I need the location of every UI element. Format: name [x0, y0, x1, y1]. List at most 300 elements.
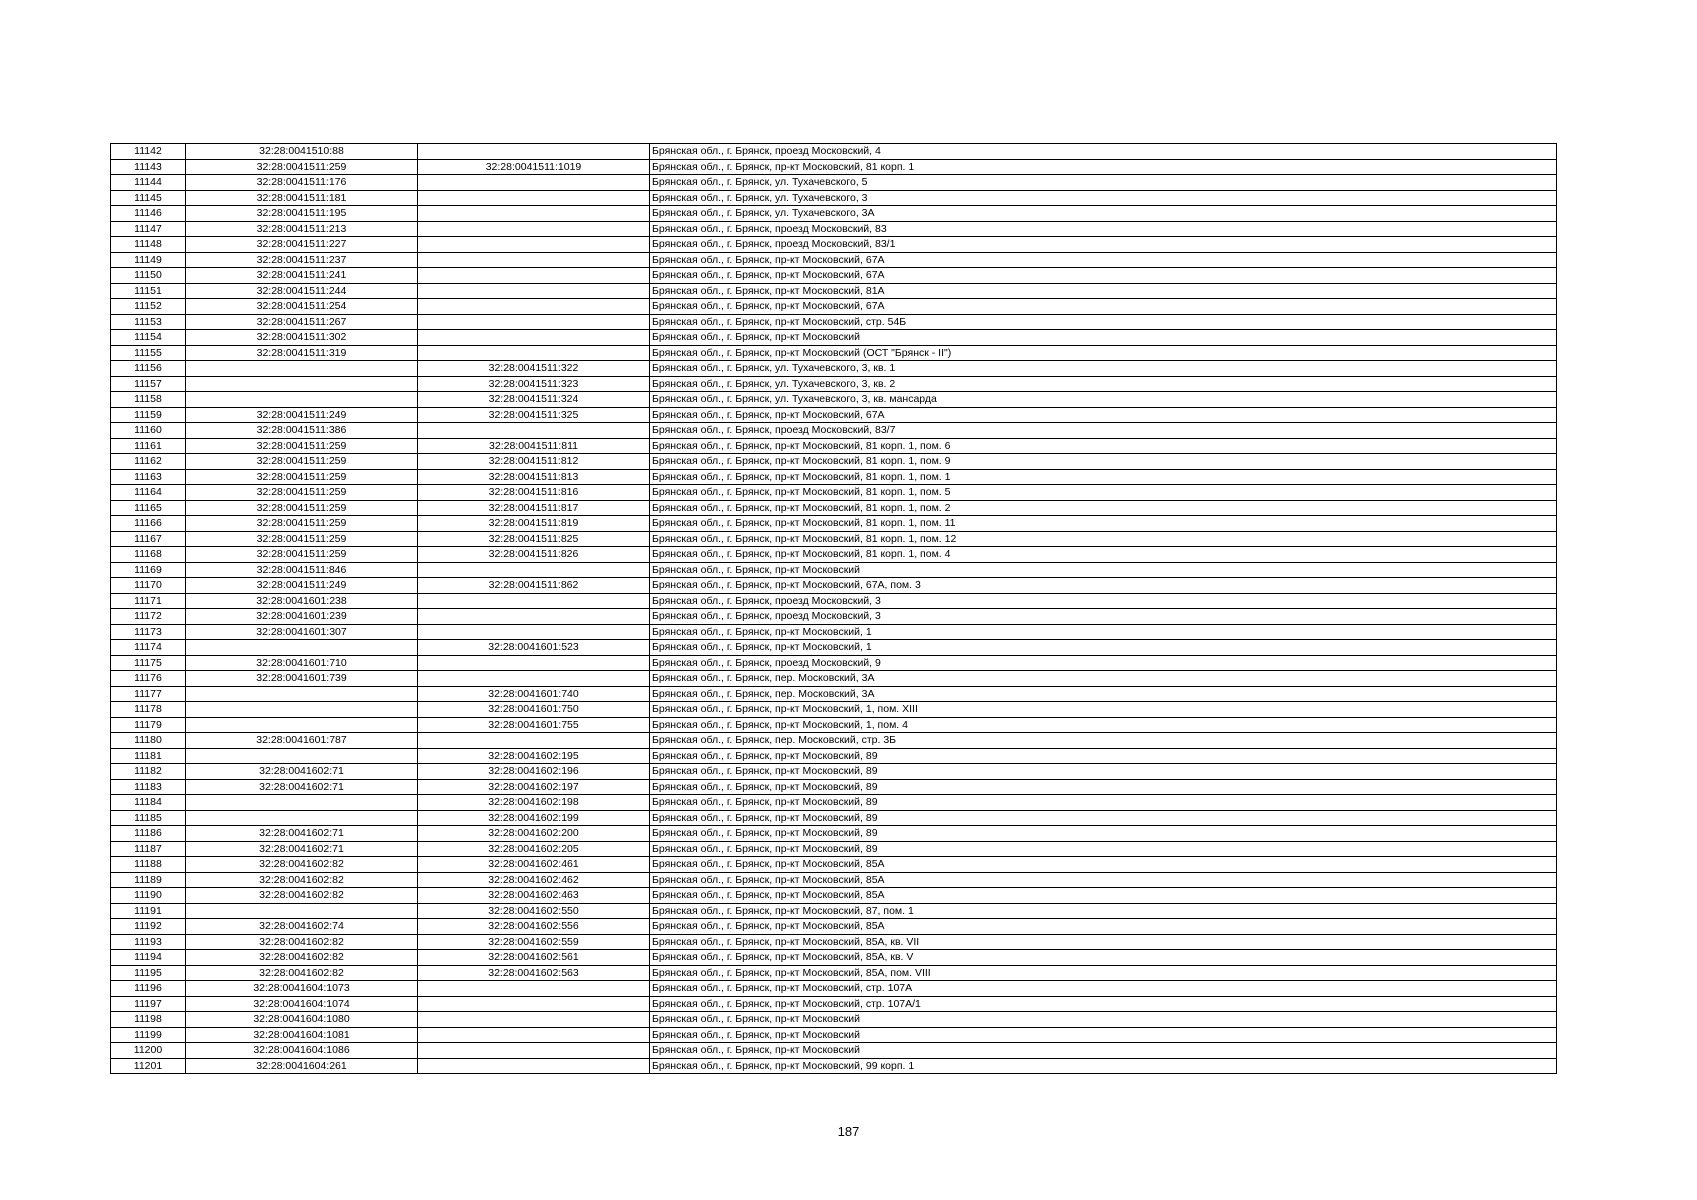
- object-cadastral-number-cell: [418, 1043, 650, 1059]
- object-cadastral-number-cell: 32:28:0041601:740: [418, 686, 650, 702]
- object-cadastral-number-cell: [418, 1012, 650, 1028]
- table-row: [111, 655, 1557, 671]
- object-cadastral-number-cell: [418, 609, 650, 625]
- cadastral-number-cell: 32:28:0041511:259: [186, 159, 418, 175]
- table-row: [111, 144, 1557, 160]
- cadastral-number-cell: 32:28:0041511:259: [186, 547, 418, 563]
- object-cadastral-number-cell: [418, 655, 650, 671]
- address-cell: Брянская обл., г. Брянск, пр-кт Московский, 67А, пом. 3: [650, 578, 1557, 594]
- object-cadastral-number-cell: [418, 1058, 650, 1074]
- row-number-cell: 11194: [111, 950, 186, 966]
- cadastral-number-cell: 32:28:0041511:846: [186, 562, 418, 578]
- cadastral-number-cell: 32:28:0041511:237: [186, 252, 418, 268]
- table-row: [111, 361, 1557, 377]
- address-cell: Брянская обл., г. Брянск, пр-кт Московский, 89: [650, 795, 1557, 811]
- row-number-cell: 11166: [111, 516, 186, 532]
- row-number-cell: 11162: [111, 454, 186, 470]
- object-cadastral-number-cell: 32:28:0041602:196: [418, 764, 650, 780]
- object-cadastral-number-cell: 32:28:0041601:523: [418, 640, 650, 656]
- cadastral-number-cell: 32:28:0041511:259: [186, 531, 418, 547]
- cadastral-number-cell: 32:28:0041511:267: [186, 314, 418, 330]
- table-row: [111, 345, 1557, 361]
- row-number-cell: 11146: [111, 206, 186, 222]
- table-row: [111, 593, 1557, 609]
- row-number-cell: 11192: [111, 919, 186, 935]
- address-cell: Брянская обл., г. Брянск, проезд Московский, 83/1: [650, 237, 1557, 253]
- cadastral-number-cell: 32:28:0041601:739: [186, 671, 418, 687]
- object-cadastral-number-cell: 32:28:0041602:563: [418, 965, 650, 981]
- table-row: [111, 252, 1557, 268]
- registry-table: [110, 143, 1557, 1074]
- object-cadastral-number-cell: 32:28:0041602:198: [418, 795, 650, 811]
- address-cell: Брянская обл., г. Брянск, ул. Тухачевского, 5: [650, 175, 1557, 191]
- table-row: [111, 826, 1557, 842]
- address-cell: Брянская обл., г. Брянск, пр-кт Московский, 67А: [650, 268, 1557, 284]
- table-row: [111, 950, 1557, 966]
- address-cell: Брянская обл., г. Брянск, ул. Тухачевского, 3: [650, 190, 1557, 206]
- object-cadastral-number-cell: 32:28:0041511:819: [418, 516, 650, 532]
- table-row: [111, 469, 1557, 485]
- row-number-cell: 11169: [111, 562, 186, 578]
- address-cell: Брянская обл., г. Брянск, пр-кт Московский, стр. 54Б: [650, 314, 1557, 330]
- table-row: [111, 671, 1557, 687]
- table-row: [111, 283, 1557, 299]
- table-row: [111, 810, 1557, 826]
- row-number-cell: 11158: [111, 392, 186, 408]
- address-cell: Брянская обл., г. Брянск, пр-кт Московский, 89: [650, 779, 1557, 795]
- cadastral-number-cell: 32:28:0041510:88: [186, 144, 418, 160]
- cadastral-number-cell: 32:28:0041511:302: [186, 330, 418, 346]
- row-number-cell: 11193: [111, 934, 186, 950]
- address-cell: Брянская обл., г. Брянск, пр-кт Московский, 81 корп. 1, пом. 2: [650, 500, 1557, 516]
- row-number-cell: 11181: [111, 748, 186, 764]
- address-cell: Брянская обл., г. Брянск, пр-кт Московский, 81 корп. 1, пом. 4: [650, 547, 1557, 563]
- table-row: [111, 702, 1557, 718]
- cadastral-number-cell: 32:28:0041511:254: [186, 299, 418, 315]
- cadastral-number-cell: 32:28:0041602:82: [186, 872, 418, 888]
- address-cell: Брянская обл., г. Брянск, пр-кт Московский, 89: [650, 810, 1557, 826]
- address-cell: Брянская обл., г. Брянск, пр-кт Московский, 85А, кв. V: [650, 950, 1557, 966]
- object-cadastral-number-cell: [418, 299, 650, 315]
- table-row: [111, 795, 1557, 811]
- object-cadastral-number-cell: 32:28:0041511:322: [418, 361, 650, 377]
- table-row: [111, 531, 1557, 547]
- cadastral-number-cell: [186, 702, 418, 718]
- cadastral-number-cell: [186, 795, 418, 811]
- object-cadastral-number-cell: 32:28:0041511:324: [418, 392, 650, 408]
- cadastral-number-cell: 32:28:0041511:259: [186, 469, 418, 485]
- address-cell: Брянская обл., г. Брянск, пр-кт Московский, 85А, кв. VII: [650, 934, 1557, 950]
- row-number-cell: 11149: [111, 252, 186, 268]
- cadastral-number-cell: 32:28:0041602:82: [186, 857, 418, 873]
- cadastral-number-cell: 32:28:0041602:71: [186, 841, 418, 857]
- row-number-cell: 11189: [111, 872, 186, 888]
- table-row: [111, 686, 1557, 702]
- object-cadastral-number-cell: 32:28:0041602:559: [418, 934, 650, 950]
- address-cell: Брянская обл., г. Брянск, пр-кт Московский, 81 корп. 1, пом. 11: [650, 516, 1557, 532]
- address-cell: Брянская обл., г. Брянск, проезд Московский, 83/7: [650, 423, 1557, 439]
- object-cadastral-number-cell: 32:28:0041602:561: [418, 950, 650, 966]
- row-number-cell: 11201: [111, 1058, 186, 1074]
- row-number-cell: 11191: [111, 903, 186, 919]
- address-cell: Брянская обл., г. Брянск, пр-кт Московский: [650, 1012, 1557, 1028]
- table-row: [111, 407, 1557, 423]
- cadastral-number-cell: 32:28:0041604:1086: [186, 1043, 418, 1059]
- row-number-cell: 11178: [111, 702, 186, 718]
- cadastral-number-cell: [186, 810, 418, 826]
- cadastral-number-cell: [186, 640, 418, 656]
- row-number-cell: 11180: [111, 733, 186, 749]
- cadastral-number-cell: 32:28:0041601:239: [186, 609, 418, 625]
- object-cadastral-number-cell: 32:28:0041511:325: [418, 407, 650, 423]
- cadastral-number-cell: 32:28:0041604:1074: [186, 996, 418, 1012]
- address-cell: Брянская обл., г. Брянск, пр-кт Московский, 89: [650, 748, 1557, 764]
- cadastral-number-cell: 32:28:0041511:241: [186, 268, 418, 284]
- cadastral-number-cell: 32:28:0041511:213: [186, 221, 418, 237]
- object-cadastral-number-cell: [418, 996, 650, 1012]
- table-row: [111, 640, 1557, 656]
- table-row: [111, 872, 1557, 888]
- cadastral-number-cell: 32:28:0041602:82: [186, 888, 418, 904]
- object-cadastral-number-cell: 32:28:0041602:205: [418, 841, 650, 857]
- row-number-cell: 11185: [111, 810, 186, 826]
- address-cell: Брянская обл., г. Брянск, пр-кт Московский, стр. 107А/1: [650, 996, 1557, 1012]
- row-number-cell: 11168: [111, 547, 186, 563]
- address-cell: Брянская обл., г. Брянск, проезд Московский, 83: [650, 221, 1557, 237]
- row-number-cell: 11170: [111, 578, 186, 594]
- row-number-cell: 11144: [111, 175, 186, 191]
- row-number-cell: 11157: [111, 376, 186, 392]
- table-row: [111, 562, 1557, 578]
- row-number-cell: 11172: [111, 609, 186, 625]
- cadastral-number-cell: [186, 903, 418, 919]
- object-cadastral-number-cell: 32:28:0041511:825: [418, 531, 650, 547]
- address-cell: Брянская обл., г. Брянск, пр-кт Московский, 81 корп. 1, пом. 5: [650, 485, 1557, 501]
- address-cell: Брянская обл., г. Брянск, проезд Московский, 3: [650, 609, 1557, 625]
- cadastral-number-cell: 32:28:0041601:710: [186, 655, 418, 671]
- row-number-cell: 11186: [111, 826, 186, 842]
- object-cadastral-number-cell: [418, 190, 650, 206]
- object-cadastral-number-cell: [418, 1027, 650, 1043]
- row-number-cell: 11188: [111, 857, 186, 873]
- row-number-cell: 11182: [111, 764, 186, 780]
- table-row: [111, 438, 1557, 454]
- object-cadastral-number-cell: 32:28:0041511:826: [418, 547, 650, 563]
- table-row: [111, 330, 1557, 346]
- address-cell: Брянская обл., г. Брянск, пр-кт Московский, 85А: [650, 919, 1557, 935]
- address-cell: Брянская обл., г. Брянск, пр-кт Московский, 1, пом. 4: [650, 717, 1557, 733]
- address-cell: Брянская обл., г. Брянск, пр-кт Московский (ОСТ "Брянск - II"): [650, 345, 1557, 361]
- object-cadastral-number-cell: [418, 562, 650, 578]
- row-number-cell: 11200: [111, 1043, 186, 1059]
- address-cell: Брянская обл., г. Брянск, пр-кт Московский, стр. 107А: [650, 981, 1557, 997]
- cadastral-number-cell: [186, 392, 418, 408]
- address-cell: Брянская обл., г. Брянск, пр-кт Московский, 81 корп. 1, пом. 1: [650, 469, 1557, 485]
- row-number-cell: 11150: [111, 268, 186, 284]
- address-cell: Брянская обл., г. Брянск, пр-кт Московский: [650, 562, 1557, 578]
- object-cadastral-number-cell: [418, 221, 650, 237]
- table-row: [111, 903, 1557, 919]
- address-cell: Брянская обл., г. Брянск, пр-кт Московский, 85А: [650, 857, 1557, 873]
- table-row: [111, 175, 1557, 191]
- row-number-cell: 11165: [111, 500, 186, 516]
- row-number-cell: 11174: [111, 640, 186, 656]
- cadastral-number-cell: 32:28:0041511:259: [186, 438, 418, 454]
- object-cadastral-number-cell: [418, 237, 650, 253]
- address-cell: Брянская обл., г. Брянск, пр-кт Московский, 1, пом. XIII: [650, 702, 1557, 718]
- object-cadastral-number-cell: 32:28:0041601:755: [418, 717, 650, 733]
- address-cell: Брянская обл., г. Брянск, пер. Московский, 3А: [650, 671, 1557, 687]
- address-cell: Брянская обл., г. Брянск, пр-кт Московский: [650, 1027, 1557, 1043]
- cadastral-number-cell: 32:28:0041601:787: [186, 733, 418, 749]
- row-number-cell: 11160: [111, 423, 186, 439]
- object-cadastral-number-cell: 32:28:0041602:462: [418, 872, 650, 888]
- object-cadastral-number-cell: [418, 175, 650, 191]
- cadastral-number-cell: 32:28:0041602:82: [186, 950, 418, 966]
- cadastral-number-cell: 32:28:0041602:71: [186, 764, 418, 780]
- address-cell: Брянская обл., г. Брянск, проезд Московский, 4: [650, 144, 1557, 160]
- cadastral-number-cell: 32:28:0041602:71: [186, 779, 418, 795]
- row-number-cell: 11196: [111, 981, 186, 997]
- object-cadastral-number-cell: 32:28:0041602:197: [418, 779, 650, 795]
- address-cell: Брянская обл., г. Брянск, проезд Московский, 3: [650, 593, 1557, 609]
- cadastral-number-cell: 32:28:0041511:259: [186, 516, 418, 532]
- row-number-cell: 11143: [111, 159, 186, 175]
- cadastral-number-cell: 32:28:0041601:238: [186, 593, 418, 609]
- row-number-cell: 11173: [111, 624, 186, 640]
- address-cell: Брянская обл., г. Брянск, пр-кт Московский, 89: [650, 841, 1557, 857]
- object-cadastral-number-cell: [418, 624, 650, 640]
- table-row: [111, 190, 1557, 206]
- address-cell: Брянская обл., г. Брянск, пр-кт Московский, 85А: [650, 888, 1557, 904]
- address-cell: Брянская обл., г. Брянск, пр-кт Московский: [650, 330, 1557, 346]
- table-row: [111, 1043, 1557, 1059]
- registry-table-body: [111, 144, 1557, 1074]
- table-row: [111, 624, 1557, 640]
- cadastral-number-cell: 32:28:0041511:386: [186, 423, 418, 439]
- row-number-cell: 11152: [111, 299, 186, 315]
- row-number-cell: 11145: [111, 190, 186, 206]
- cadastral-number-cell: 32:28:0041604:261: [186, 1058, 418, 1074]
- table-row: [111, 159, 1557, 175]
- table-row: [111, 934, 1557, 950]
- table-row: [111, 392, 1557, 408]
- table-row: [111, 299, 1557, 315]
- address-cell: Брянская обл., г. Брянск, пр-кт Московский, 81 корп. 1, пом. 6: [650, 438, 1557, 454]
- object-cadastral-number-cell: 32:28:0041602:461: [418, 857, 650, 873]
- object-cadastral-number-cell: 32:28:0041602:200: [418, 826, 650, 842]
- cadastral-number-cell: 32:28:0041511:181: [186, 190, 418, 206]
- cadastral-number-cell: 32:28:0041604:1081: [186, 1027, 418, 1043]
- cadastral-number-cell: [186, 376, 418, 392]
- object-cadastral-number-cell: [418, 268, 650, 284]
- table-row: [111, 764, 1557, 780]
- address-cell: Брянская обл., г. Брянск, пр-кт Московский, 87, пом. 1: [650, 903, 1557, 919]
- address-cell: Брянская обл., г. Брянск, пр-кт Московский, 81 корп. 1, пом. 12: [650, 531, 1557, 547]
- table-row: [111, 516, 1557, 532]
- address-cell: Брянская обл., г. Брянск, пр-кт Московский, 81 корп. 1: [650, 159, 1557, 175]
- row-number-cell: 11153: [111, 314, 186, 330]
- row-number-cell: 11155: [111, 345, 186, 361]
- row-number-cell: 11159: [111, 407, 186, 423]
- row-number-cell: 11179: [111, 717, 186, 733]
- address-cell: Брянская обл., г. Брянск, пр-кт Московский, 85А, пом. VIII: [650, 965, 1557, 981]
- page-number: 187: [837, 1124, 860, 1139]
- row-number-cell: 11151: [111, 283, 186, 299]
- object-cadastral-number-cell: [418, 423, 650, 439]
- cadastral-number-cell: 32:28:0041511:319: [186, 345, 418, 361]
- cadastral-number-cell: 32:28:0041511:249: [186, 578, 418, 594]
- object-cadastral-number-cell: 32:28:0041602:556: [418, 919, 650, 935]
- row-number-cell: 11148: [111, 237, 186, 253]
- row-number-cell: 11167: [111, 531, 186, 547]
- row-number-cell: 11175: [111, 655, 186, 671]
- object-cadastral-number-cell: [418, 981, 650, 997]
- object-cadastral-number-cell: [418, 314, 650, 330]
- address-cell: Брянская обл., г. Брянск, пр-кт Московский, 67А: [650, 299, 1557, 315]
- address-cell: Брянская обл., г. Брянск, пр-кт Московский, 67А: [650, 407, 1557, 423]
- object-cadastral-number-cell: 32:28:0041511:1019: [418, 159, 650, 175]
- address-cell: Брянская обл., г. Брянск, пр-кт Московский, 85А: [650, 872, 1557, 888]
- address-cell: Брянская обл., г. Брянск, ул. Тухачевского, 3, кв. 2: [650, 376, 1557, 392]
- row-number-cell: 11184: [111, 795, 186, 811]
- row-number-cell: 11198: [111, 1012, 186, 1028]
- cadastral-number-cell: 32:28:0041604:1073: [186, 981, 418, 997]
- table-row: [111, 857, 1557, 873]
- object-cadastral-number-cell: [418, 671, 650, 687]
- object-cadastral-number-cell: [418, 144, 650, 160]
- cadastral-number-cell: 32:28:0041602:82: [186, 934, 418, 950]
- table-row: [111, 547, 1557, 563]
- cadastral-number-cell: 32:28:0041511:259: [186, 454, 418, 470]
- address-cell: Брянская обл., г. Брянск, пр-кт Московский, 1: [650, 624, 1557, 640]
- row-number-cell: 11187: [111, 841, 186, 857]
- row-number-cell: 11183: [111, 779, 186, 795]
- table-row: [111, 996, 1557, 1012]
- object-cadastral-number-cell: [418, 330, 650, 346]
- row-number-cell: 11176: [111, 671, 186, 687]
- object-cadastral-number-cell: 32:28:0041511:811: [418, 438, 650, 454]
- row-number-cell: 11190: [111, 888, 186, 904]
- table-row: [111, 314, 1557, 330]
- row-number-cell: 11171: [111, 593, 186, 609]
- cadastral-number-cell: [186, 748, 418, 764]
- object-cadastral-number-cell: [418, 593, 650, 609]
- address-cell: Брянская обл., г. Брянск, проезд Московский, 9: [650, 655, 1557, 671]
- object-cadastral-number-cell: 32:28:0041511:817: [418, 500, 650, 516]
- cadastral-number-cell: 32:28:0041602:71: [186, 826, 418, 842]
- object-cadastral-number-cell: [418, 283, 650, 299]
- table-row: [111, 717, 1557, 733]
- address-cell: Брянская обл., г. Брянск, пр-кт Московский, 89: [650, 764, 1557, 780]
- row-number-cell: 11164: [111, 485, 186, 501]
- cadastral-number-cell: 32:28:0041511:259: [186, 485, 418, 501]
- table-row: [111, 888, 1557, 904]
- object-cadastral-number-cell: 32:28:0041511:323: [418, 376, 650, 392]
- object-cadastral-number-cell: 32:28:0041511:816: [418, 485, 650, 501]
- table-row: [111, 454, 1557, 470]
- row-number-cell: 11199: [111, 1027, 186, 1043]
- cadastral-number-cell: [186, 686, 418, 702]
- cadastral-number-cell: 32:28:0041604:1080: [186, 1012, 418, 1028]
- object-cadastral-number-cell: 32:28:0041601:750: [418, 702, 650, 718]
- address-cell: Брянская обл., г. Брянск, пр-кт Московский, 81А: [650, 283, 1557, 299]
- table-row: [111, 981, 1557, 997]
- table-row: [111, 268, 1557, 284]
- table-row: [111, 1027, 1557, 1043]
- table-row: [111, 841, 1557, 857]
- row-number-cell: 11161: [111, 438, 186, 454]
- address-cell: Брянская обл., г. Брянск, ул. Тухачевского, 3, кв. мансарда: [650, 392, 1557, 408]
- address-cell: Брянская обл., г. Брянск, пр-кт Московский: [650, 1043, 1557, 1059]
- object-cadastral-number-cell: [418, 206, 650, 222]
- object-cadastral-number-cell: 32:28:0041602:550: [418, 903, 650, 919]
- object-cadastral-number-cell: 32:28:0041511:862: [418, 578, 650, 594]
- table-row: [111, 376, 1557, 392]
- cadastral-number-cell: [186, 717, 418, 733]
- row-number-cell: 11197: [111, 996, 186, 1012]
- table-row: [111, 485, 1557, 501]
- address-cell: Брянская обл., г. Брянск, пр-кт Московский, 99 корп. 1: [650, 1058, 1557, 1074]
- object-cadastral-number-cell: [418, 252, 650, 268]
- address-cell: Брянская обл., г. Брянск, ул. Тухачевского, 3, кв. 1: [650, 361, 1557, 377]
- table-row: [111, 733, 1557, 749]
- cadastral-number-cell: 32:28:0041511:195: [186, 206, 418, 222]
- table-row: [111, 965, 1557, 981]
- table-row: [111, 500, 1557, 516]
- address-cell: Брянская обл., г. Брянск, пер. Московский, 3А: [650, 686, 1557, 702]
- object-cadastral-number-cell: 32:28:0041511:813: [418, 469, 650, 485]
- table-row: [111, 919, 1557, 935]
- table-row: [111, 206, 1557, 222]
- address-cell: Брянская обл., г. Брянск, ул. Тухачевского, 3А: [650, 206, 1557, 222]
- cadastral-number-cell: 32:28:0041511:249: [186, 407, 418, 423]
- cadastral-number-cell: 32:28:0041601:307: [186, 624, 418, 640]
- table-row: [111, 609, 1557, 625]
- row-number-cell: 11156: [111, 361, 186, 377]
- cadastral-number-cell: [186, 361, 418, 377]
- object-cadastral-number-cell: [418, 733, 650, 749]
- table-row: [111, 578, 1557, 594]
- table-row: [111, 748, 1557, 764]
- table-row: [111, 1058, 1557, 1074]
- table-row: [111, 423, 1557, 439]
- row-number-cell: 11195: [111, 965, 186, 981]
- object-cadastral-number-cell: 32:28:0041511:812: [418, 454, 650, 470]
- object-cadastral-number-cell: 32:28:0041602:463: [418, 888, 650, 904]
- table-row: [111, 779, 1557, 795]
- object-cadastral-number-cell: 32:28:0041602:195: [418, 748, 650, 764]
- table-row: [111, 221, 1557, 237]
- address-cell: Брянская обл., г. Брянск, пр-кт Московский, 81 корп. 1, пом. 9: [650, 454, 1557, 470]
- table-row: [111, 1012, 1557, 1028]
- row-number-cell: 11154: [111, 330, 186, 346]
- row-number-cell: 11163: [111, 469, 186, 485]
- cadastral-number-cell: 32:28:0041511:227: [186, 237, 418, 253]
- cadastral-number-cell: 32:28:0041602:74: [186, 919, 418, 935]
- address-cell: Брянская обл., г. Брянск, пр-кт Московский, 1: [650, 640, 1557, 656]
- address-cell: Брянская обл., г. Брянск, пр-кт Московский, 89: [650, 826, 1557, 842]
- row-number-cell: 11142: [111, 144, 186, 160]
- row-number-cell: 11177: [111, 686, 186, 702]
- cadastral-number-cell: 32:28:0041602:82: [186, 965, 418, 981]
- object-cadastral-number-cell: 32:28:0041602:199: [418, 810, 650, 826]
- address-cell: Брянская обл., г. Брянск, пр-кт Московский, 67А: [650, 252, 1557, 268]
- cadastral-number-cell: 32:28:0041511:176: [186, 175, 418, 191]
- address-cell: Брянская обл., г. Брянск, пер. Московский, стр. 3Б: [650, 733, 1557, 749]
- row-number-cell: 11147: [111, 221, 186, 237]
- object-cadastral-number-cell: [418, 345, 650, 361]
